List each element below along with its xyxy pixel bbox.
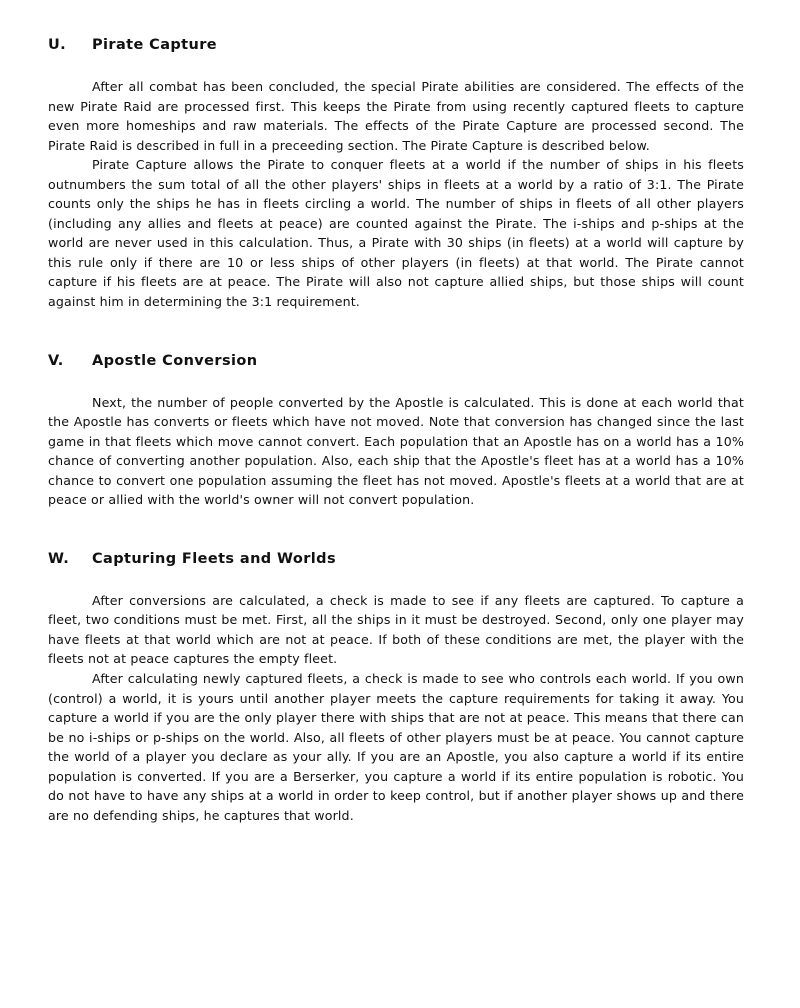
section-apostle-conversion (48, 350, 744, 510)
section-letter: V. (48, 352, 64, 369)
paragraph: After calculating newly captured fleets, a check is made to see who controls each world. If you own (control) a world, it is yours until another player meets the capture requirements for taking it away. You capture a world if you are the only player there with ships that are not at peace. This means that there can be no i-ships or p-ships on the world. Also, all fleets of other players must be at peace. You cannot capture the world of a player you declare as your ally. If you are an Apostle, you also capture a world if its entire population is converted. If you are a Berserker, you capture a world if its entire population is robotic. You do not have to have any ships at a world in order to keep control, but if another player shows up and there are no defending ships, he captures that world. (48, 671, 744, 823)
section-letter: W. (48, 550, 70, 567)
section-title: Capturing Fleets and Worlds (92, 550, 336, 567)
section-title: Pirate Capture (92, 37, 217, 53)
section-heading (48, 350, 744, 372)
section-capturing-fleets-and-worlds (48, 548, 744, 826)
paragraph: After conversions are calculated, a check is made to see if any fleets are captured. To capture a fleet, two conditions must be met. First, all the ships in it must be destroyed. Second, only one player may have fleets at that world which are not at peace. If both of these conditions are met, the player with the fleets not at peace captures the empty fleet. (48, 592, 744, 667)
rules-page (48, 34, 744, 825)
paragraph: Next, the number of people converted by the Apostle is calculated. This is done at each world that the Apostle has converts or fleets which have not moved. Note that conversion has changed since the last game in that fleets which move cannot convert. Each population that an Apostle has on a world has a 10% chance of converting another population. Also, each ship that the Apostle's fleet has at a world has a 10% chance to convert one population assuming the fleet has not moved. Apostle's fleets at a world that are at peace or allied with the world's owner will not convert population. (48, 394, 744, 508)
section-title: Apostle Conversion (92, 352, 258, 369)
paragraph: Pirate Capture allows the Pirate to conquer fleets at a world if the number of ships in his fleets outnumbers the sum total of all the other players' ships in fleets at a world by a ratio of 3:1. The Pirate counts only the ships he has in fleets circling a world. The number of ships in fleets of all other players (including any allies and fleets at peace) are counted against the Pirate. The i-ships and p-ships at the world are never used in this calculation. Thus, a Pirate with 30 ships (in fleets) at a world will capture by this rule only if there are 10 or less ships of other players (in fleets) at that world. The Pirate cannot capture if his fleets are at peace. The Pirate will also not capture allied ships, but those ships will count against him in determining the 3:1 requirement. (48, 157, 744, 310)
section-heading (48, 548, 744, 570)
section-pirate-capture (48, 34, 744, 312)
section-heading (48, 34, 744, 56)
paragraph: After all combat has been concluded, the special Pirate abilities are considered. The effects of the new Pirate Raid are processed first. This keeps the Pirate from using recently captured fleets to capture even more homeships and raw materials. The effects of the Pirate Capture are processed second. The Pirate Raid is described in full in a preceeding section. The Pirate Capture is described below. (48, 79, 744, 153)
section-letter: U. (48, 37, 67, 53)
